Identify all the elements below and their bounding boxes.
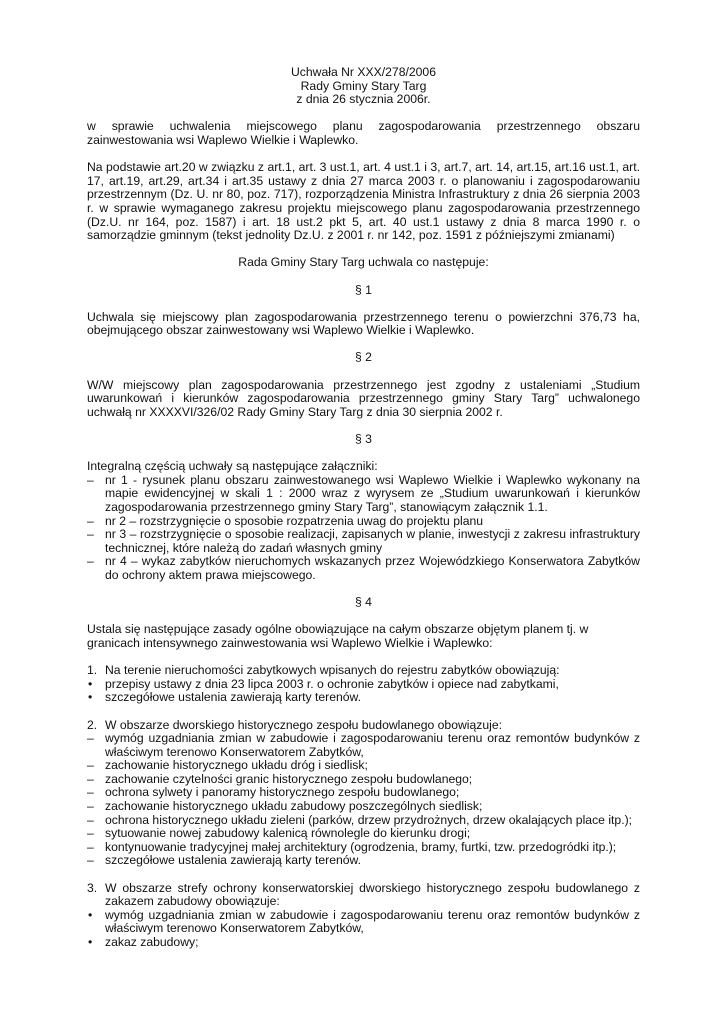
document-page — [87, 66, 640, 950]
section-4-heading: § 4 — [355, 595, 372, 610]
section-3-heading: § 3 — [355, 432, 372, 447]
list-item: • szczegółowe ustalenia zawierają karty terenów. — [87, 691, 640, 705]
list-item: – nr 2 – rozstrzygnięcie o sposobie rozpatrzenia uwag do projektu planu — [87, 515, 640, 529]
list-item: – nr 3 – rozstrzygnięcie o sposobie realizacji, zapisanych w planie, inwestycji z zakresu infrastruktury technicznej, które należą do zadań własnych gminy — [87, 528, 640, 555]
resolution-subject: w sprawie uchwalenia miejscowego planu zagospodarowania przestrzennego obszaru zainwestowania wsi Waplewo Wielkie i Waplewko. — [87, 119, 640, 147]
point-text: W obszarze strefy ochrony konserwatorskiej dworskiego historycznego zespołu budowlanego z zakazem zabudowy obowiązuje: — [105, 880, 640, 909]
list-item: • wymóg uzgadniania zmian w zabudowie i zagospodarowaniu terenu oraz remontów budynków z właściwym terenowo Konserwatorem Zabytków, — [87, 909, 640, 936]
list-item: – zachowanie historycznego układu zabudowy poszczególnych siedlisk; — [87, 800, 640, 814]
point-text: Na terenie nieruchomości zabytkowych wpisanych do rejestru zabytków obowiązują: — [105, 663, 560, 678]
list-item: – zachowanie czytelności granic historycznego zespołu budowlanego; — [87, 773, 640, 787]
section-2-heading: § 2 — [355, 350, 372, 365]
resolution-title: Uchwała Nr XXX/278/2006 — [291, 65, 436, 79]
attachments-list — [87, 474, 640, 583]
point-text: W obszarze dworskiego historycznego zespołu budowlanego obowiązuje: — [105, 717, 502, 732]
list-item: – kontynuowanie tradycyjnej małej architektury (ogrodzenia, bramy, furtki, tzw. przedogródki itp.); — [87, 841, 640, 855]
list-item: – nr 4 – wykaz zabytków nieruchomych wskazanych przez Wojewódzkiego Konserwatora Zabytków do ochrony aktem prawa miejscowego. — [87, 555, 640, 582]
document-header — [87, 66, 640, 107]
resolution-intro: Rada Gminy Stary Targ uchwala co następuje: — [238, 255, 489, 270]
council-name: Rady Gminy Stary Targ — [300, 78, 427, 93]
section-4-intro: Ustala się następujące zasady ogólne obowiązujące na całym obszarze objętym planem tj. w granicach intensywnego zainwestowania wsi Waplewo Wielkie i Waplewko: — [87, 622, 589, 650]
point-number: 1. — [87, 663, 98, 678]
point-2-list — [87, 732, 640, 868]
list-item: – wymóg uzgadniania zmian w zabudowie i zagospodarowaniu terenu oraz remontów budynków z właściwym terenowo Konserwatorem Zabytków, — [87, 732, 640, 759]
list-item: – szczegółowe ustalenia zawierają karty terenów. — [87, 854, 640, 868]
point-number: 3. — [87, 880, 98, 895]
list-item: – sytuowanie nowej zabudowy kalenicą równolegle do kierunku drogi; — [87, 827, 640, 841]
list-item: • zakaz zabudowy; — [87, 936, 640, 950]
resolution-date: z dnia 26 stycznia 2006r. — [296, 92, 431, 107]
point-number: 2. — [87, 717, 98, 732]
list-item: – ochrona historycznego układu zieleni (parków, drzew przydrożnych, drzew okalających place itp.); — [87, 814, 640, 828]
section-1-heading: § 1 — [355, 282, 372, 297]
list-item: – ochrona sylwety i panoramy historycznego zespołu budowlanego; — [87, 786, 640, 800]
point-3 — [87, 882, 640, 909]
point-1 — [87, 664, 640, 678]
list-item: – nr 1 - rysunek planu obszaru zainwestowanego wsi Waplewo Wielkie i Waplewko wykonany na mapie ewidencyjnej w skali 1 : 2000 wraz z wyrysem ze „Studium uwarunkowań i kierunków zagospodarowania przestrzennego gminy Stary Targ”, stanowiącym załącznik 1.1. — [87, 474, 640, 515]
section-1-text: Uchwala się miejscowy plan zagospodarowania przestrzennego terenu o powierzchni 376,73 ha, obejmującego obszar zainwestowany wsi Waplewo Wielkie i Waplewko. — [87, 309, 640, 338]
section-2-text: W/W miejscowy plan zagospodarowania przestrzennego jest zgodny z ustaleniami „Studium uwarunkowań i kierunków zagospodarowania przestrzennego gminy Stary Targ” uchwalonego uchwałą nr XXXXVI/326/02 Rady Gminy Stary Targ z dnia 30 sierpnia 2002 r. — [87, 377, 640, 419]
list-item: • przepisy ustawy z dnia 23 lipca 2003 r. o ochronie zabytków i opiece nad zabytkami, — [87, 678, 640, 692]
legal-basis: Na podstawie art.20 w związku z art.1, art. 3 ust.1, art. 4 ust.1 i 3, art.7, art. 14, art.15, art.16 ust.1, art. 17, art.19, art.29, art.34 i art.35 ustawy z dnia 27 marca 2003 r. o planowaniu i zagospodarowaniu przestrzennym (Dz. U. nr 80, poz. 717), rozporządzenia Ministra Infrastruktury z dnia 26 sierpnia 2003 r. w sprawie wymaganego zakresu projektu miejscowego planu zagospodarowania przestrzennego (Dz.U. nr 164, poz. 1587) i art. 18 ust.2 pkt 5, art. 40 ust.1 ustawy z dnia 8 marca 1990 r. o samorządzie gminnym (tekst jednolity Dz.U. z 2001 r. nr 142, poz. 1591 z późniejszymi zmianami) — [87, 160, 640, 243]
point-1-list — [87, 678, 640, 705]
list-item: – zachowanie historycznego układu dróg i siedlisk; — [87, 759, 640, 773]
point-2 — [87, 719, 640, 733]
section-3-intro: Integralną częścią uchwały są następujące załączniki: — [87, 459, 378, 474]
point-3-list — [87, 909, 640, 950]
